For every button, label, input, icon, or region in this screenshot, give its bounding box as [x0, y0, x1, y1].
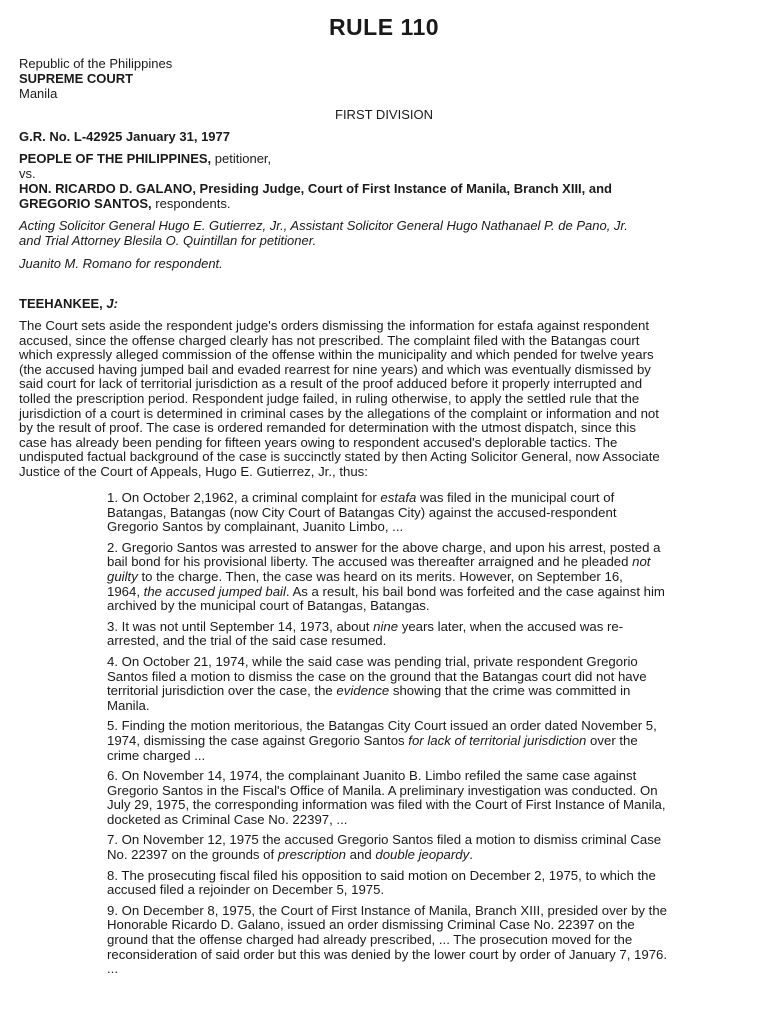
ponente-name: TEEHANKEE, — [19, 296, 107, 311]
fact-text: showing that the crime was committed in — [389, 683, 631, 699]
fact-text: July 29, 1975, the corresponding information was filed with the Court of First Instance of Manila, — [107, 797, 666, 813]
opening-line: accused, since the offense charged clearly has not prescribed. The complaint filed with the Batangas court — [19, 332, 640, 348]
emphasis-text: prescription — [277, 847, 347, 863]
fact-line — [107, 962, 765, 977]
opening-line: (the accused having jumped bail and evaded rearrest for nine years) and which was eventually dismissed by — [19, 361, 651, 377]
petitioner-role: petitioner, — [211, 151, 272, 166]
opening-line: which expressly alleged commission of the offense within the municipality and which pended for twelve years — [19, 347, 654, 363]
fact-line — [107, 904, 765, 919]
respondent-name: GREGORIO SANTOS, — [19, 196, 152, 211]
fact-line — [107, 555, 765, 570]
emphasis-text: for lack of territorial jurisdiction — [408, 732, 587, 748]
fact-line — [107, 784, 765, 799]
fact-text: Batangas, Batangas (now City Court of Batangas City) against the accused-respondent — [107, 504, 617, 520]
fact-text: territorial jurisdiction over the case, the — [107, 683, 337, 699]
fact-line — [107, 769, 765, 784]
republic-line: Republic of the Philippines — [19, 56, 173, 71]
fact-text: Santos filed a motion to dismiss the case on the ground that the Batangas court did not have — [107, 668, 647, 684]
fact-text: and — [346, 847, 376, 863]
fact-text: archived by the municipal court of Batangas, Batangas. — [107, 598, 430, 614]
opening-line: Justice of the Court of Appeals, Hugo E. Gutierrez, Jr., thus: — [19, 463, 368, 479]
fact-text: 1974, dismissing the case against Gregorio Santos — [107, 732, 409, 748]
fact-line — [107, 813, 765, 828]
fact-line — [107, 948, 765, 963]
fact-item — [107, 769, 765, 827]
fact-line — [107, 520, 765, 535]
fact-text: No. 22397 on the grounds of — [107, 847, 278, 863]
fact-item — [107, 869, 765, 898]
fact-item — [107, 833, 765, 862]
fact-line — [107, 541, 765, 556]
fact-text: 6. On November 14, 1974, the complainant Juanito B. Limbo refiled the same case against — [107, 768, 637, 784]
fact-line — [107, 506, 765, 521]
counsel-petitioner-line: and Trial Attorney Blesila O. Quintillan for petitioner. — [19, 233, 317, 248]
fact-text: 5. Finding the motion meritorious, the Batangas City Court issued an order dated November 5, — [107, 718, 657, 734]
fact-text: over the — [586, 732, 638, 748]
fact-item — [107, 541, 765, 614]
fact-line — [107, 798, 765, 813]
opening-line: by the result of proof. The case is ordered remanded for determination with the utmost dispatch, since this — [19, 420, 636, 436]
fact-text: accused filed a rejoinder on December 5, 1975. — [107, 882, 385, 898]
fact-text: Honorable Ricardo D. Galano, issued an order dismissing Criminal Case No. 22397 on the — [107, 917, 635, 933]
fact-text: years later, when the accused was re- — [398, 618, 624, 634]
emphasis-text: not — [632, 554, 651, 570]
fact-line — [107, 620, 765, 635]
case-number: G.R. No. L-42925 January 31, 1977 — [19, 129, 230, 144]
fact-line — [107, 634, 765, 649]
fact-line — [107, 918, 765, 933]
fact-line — [107, 684, 765, 699]
opening-line: undisputed factual background of the case is succinctly stated by then Acting Solicitor General, now Associate — [19, 449, 660, 465]
fact-line — [107, 749, 765, 764]
division-label: FIRST DIVISION — [335, 107, 433, 122]
fact-text: reconsideration of said order but this was denied by the lower court by order of January 7, 1976. — [107, 946, 668, 962]
fact-item — [107, 620, 765, 649]
fact-line — [107, 699, 765, 714]
fact-text: . As a result, his bail bond was forfeited and the case against him — [285, 583, 665, 599]
opening-line: said court for lack of territorial jurisdiction as a result of the proof adduced before it properly interrupted and — [19, 376, 643, 392]
fact-text: 1. On October 2,1962, a criminal complaint for — [107, 490, 381, 505]
fact-line — [107, 491, 765, 506]
fact-line — [107, 933, 765, 948]
fact-text: Manila. — [107, 697, 150, 713]
opening-line: tolled the prescription period. Respondent judge failed, in ruling otherwise, to apply the settled rule that the — [19, 390, 640, 406]
ponente — [19, 296, 749, 311]
fact-line — [107, 734, 765, 749]
fact-item — [107, 491, 765, 535]
fact-line — [107, 833, 765, 848]
fact-text: 7. On November 12, 1975 the accused Gregorio Santos filed a motion to dismiss criminal Case — [107, 832, 662, 848]
fact-text: Gregorio Santos by complainant, Juanito Limbo, ... — [107, 519, 404, 535]
fact-line — [107, 719, 765, 734]
fact-line — [107, 570, 765, 585]
fact-text: 4. On October 21, 1974, while the said case was pending trial, private respondent Gregorio — [107, 653, 638, 669]
respondents-role: respondents. — [151, 196, 231, 211]
opening-line: The Court sets aside the respondent judge's orders dismissing the information for estafa against respondent — [19, 318, 650, 333]
fact-text: docketed as Criminal Case No. 22397, ... — [107, 811, 348, 827]
emphasis-text: evidence — [336, 683, 390, 699]
fact-text: arrested, and the trial of the said case resumed. — [107, 633, 387, 649]
fact-text: bail bond for his provisional liberty. The accused was thereafter arraigned and he pleaded — [107, 554, 633, 570]
fact-text: Gregorio Santos in the Fiscal's Office of Manila. A preliminary investigation was conducted. On — [107, 782, 658, 798]
fact-line — [107, 655, 765, 670]
petitioner-name: PEOPLE OF THE PHILIPPINES, — [19, 151, 212, 166]
counsel-petitioner-line: Acting Solicitor General Hugo E. Gutierrez, Jr., Assistant Solicitor General Hugo Nathanael P. de Pano, Jr. — [19, 218, 628, 233]
fact-text: ground that the offense charged had already prescribed, ... The prosecution moved for the — [107, 932, 633, 948]
document-title: RULE 110 — [328, 14, 440, 40]
respondents-line-1: HON. RICARDO D. GALANO, Presiding Judge, Court of First Instance of Manila, Branch XIII, and — [19, 181, 612, 196]
fact-line — [107, 599, 765, 614]
fact-item — [107, 719, 765, 763]
opening-line: case has already been pending for fifteen years owing to respondent accused's deplorable tactics. The — [19, 434, 618, 450]
fact-text: 2. Gregorio Santos was arrested to answer for the above charge, and upon his arrest, posted a — [107, 539, 661, 555]
fact-line — [107, 883, 765, 898]
case-parties — [19, 151, 749, 211]
fact-text: 9. On December 8, 1975, the Court of First Instance of Manila, Branch XIII, presided over by the — [107, 902, 668, 918]
emphasis-text: guilty — [107, 568, 138, 584]
fact-line — [107, 848, 765, 863]
fact-text: . — [469, 847, 473, 863]
fact-text: ... — [107, 961, 118, 977]
emphasis-text: nine — [373, 618, 399, 634]
fact-line — [107, 869, 765, 884]
fact-text: crime charged ... — [107, 747, 206, 763]
fact-text: 3. It was not until September 14, 1973, about — [107, 618, 374, 634]
fact-text: 1964, — [107, 583, 144, 599]
versus-label: vs. — [19, 166, 36, 181]
opening-line: jurisdiction of a court is determined in criminal cases by the allegations of the complaint or information and not — [19, 405, 659, 421]
fact-text: to the charge. Then, the case was heard on its merits. However, on September 16, — [137, 568, 623, 584]
court-header — [19, 56, 172, 101]
emphasis-text: estafa — [380, 490, 417, 505]
counsel-petitioner — [19, 218, 749, 248]
facts-list — [107, 491, 765, 983]
emphasis-text: double jeopardy — [375, 847, 470, 863]
emphasis-text: the accused jumped bail — [143, 583, 286, 599]
court-city: Manila — [19, 86, 58, 101]
fact-text: was filed in the municipal court of — [416, 490, 615, 505]
fact-text: 8. The prosecuting fiscal filed his opposition to said motion on December 2, 1975, to which the — [107, 867, 656, 883]
fact-item — [107, 655, 765, 713]
counsel-respondent: Juanito M. Romano for respondent. — [19, 256, 223, 271]
fact-line — [107, 670, 765, 685]
fact-item — [107, 904, 765, 977]
court-name: SUPREME COURT — [19, 71, 134, 86]
opening-paragraph — [19, 319, 749, 480]
fact-line — [107, 585, 765, 600]
ponente-suffix: J: — [106, 296, 118, 311]
